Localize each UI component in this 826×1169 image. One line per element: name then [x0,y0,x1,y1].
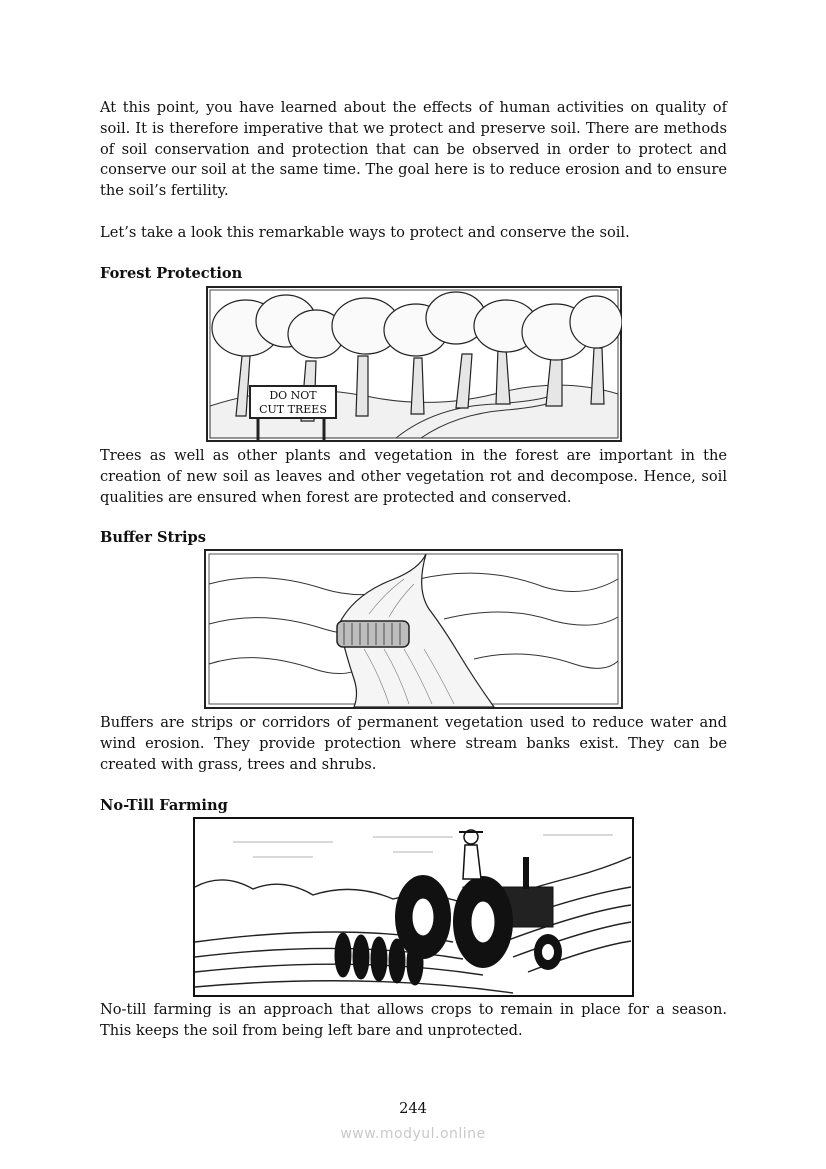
sign-line-1: DO NOT [269,389,317,402]
buffer-text-wrap [100,713,727,775]
watermark: www.modyul.online [340,1126,486,1142]
notill-heading-wrap [100,796,727,817]
buffer-heading-wrap [100,528,727,549]
page-number: 244 [399,1100,427,1117]
forest-text-wrap [100,446,727,508]
section-heading-notill: No-Till Farming [100,797,228,814]
section-heading-buffer: Buffer Strips [100,529,206,546]
buffer-strips-illustration [204,549,623,709]
intro-paragraph-2-wrap [100,223,727,244]
forest-illustration [206,286,622,442]
page-content [100,98,727,202]
intro-paragraph-2: Let’s take a look this remarkable ways to protect and conserve the soil. [100,224,630,241]
no-till-illustration [193,817,634,997]
section-text-forest: Trees as well as other plants and vegetation in the forest are important in the creation of new soil as leaves and other vegetation rot and decompose. Hence, soil qualities are ensured when forest are protected and conserved. [100,447,727,506]
section-text-notill: No-till farming is an approach that allows crops to remain in place for a season. This keeps the soil from being left bare and unprotected. [100,1001,727,1039]
section-text-buffer: Buffers are strips or corridors of permanent vegetation used to reduce water and wind erosion. They provide protection where stream banks exist. They can be created with grass, trees and shrubs. [100,714,727,773]
intro-paragraph: At this point, you have learned about the effects of human activities on quality of soil. It is therefore imperative that we protect and preserve soil. There are methods of soil conservation and protection that can be observed in order to protect and conserve our soil at the same time. The goal here is to reduce erosion and to ensure the soil’s fertility. [100,99,727,200]
sign-line-2: CUT TREES [259,403,327,416]
section-heading-forest: Forest Protection [100,265,243,282]
forest-protection-heading-wrap [100,264,727,285]
notill-text-wrap [100,1000,727,1042]
